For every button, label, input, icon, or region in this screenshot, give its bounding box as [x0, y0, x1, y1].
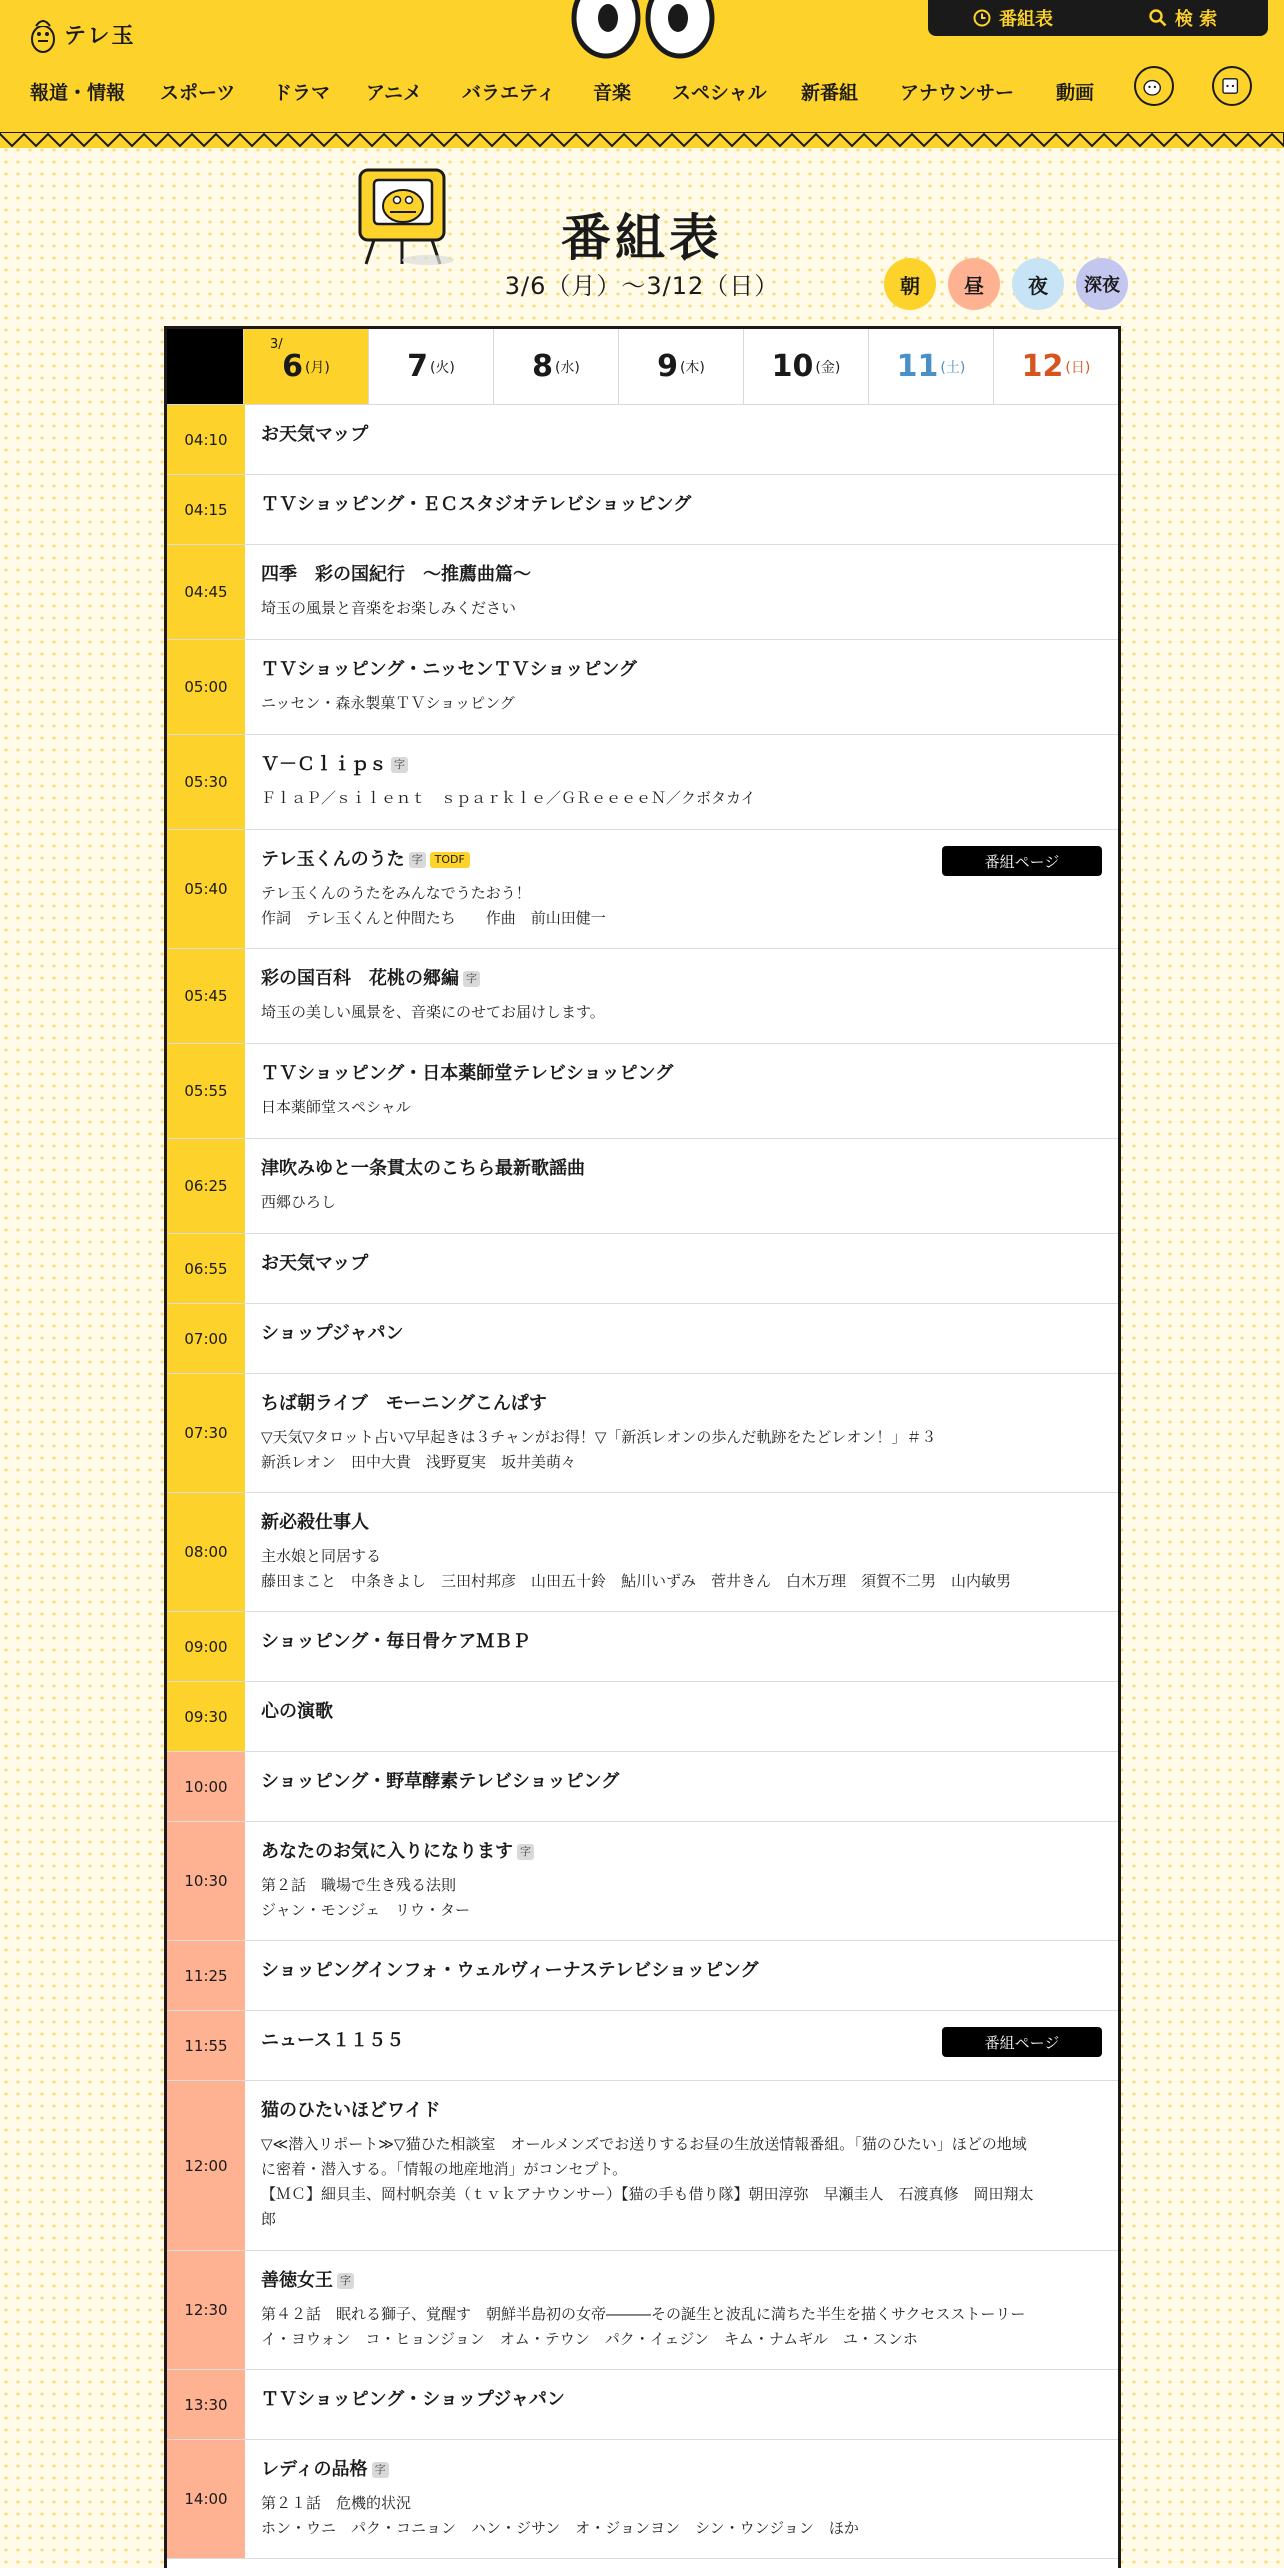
- site-header: [0, 0, 1284, 148]
- program-body: [245, 2011, 1118, 2080]
- day-weekday: (土): [940, 359, 966, 376]
- program-time: 04:45: [167, 545, 245, 639]
- nav-new-program[interactable]: 新番組: [801, 82, 859, 104]
- program-time: 11:55: [167, 2011, 245, 2080]
- program-title[interactable]: [261, 563, 1102, 587]
- program-title[interactable]: [261, 1959, 1102, 1983]
- program-time: 04:15: [167, 475, 245, 544]
- day-weekday: (木): [679, 359, 705, 376]
- program-row[interactable]: [167, 830, 1118, 949]
- program-time: 09:30: [167, 1682, 245, 1751]
- day-number: 12: [1021, 349, 1064, 384]
- program-body: [245, 1612, 1118, 1681]
- program-description: ジャン・モンジェ リウ・ター: [261, 1901, 471, 1919]
- nav-announcer[interactable]: アナウンサー: [900, 82, 1015, 104]
- program-row[interactable]: [167, 2081, 1118, 2251]
- program-row[interactable]: [167, 1752, 1118, 1822]
- schedule-link-label: 番組表: [999, 9, 1053, 30]
- program-description: 埼玉の美しい風景を、音楽にのせてお届けします。: [261, 1003, 605, 1021]
- slot-morning-button[interactable]: 朝: [884, 258, 936, 310]
- program-body: [245, 1139, 1118, 1233]
- program-row[interactable]: [167, 475, 1118, 545]
- program-description: イ・ヨウォン コ・ヒョンジョン オム・テウン パク・イェジン キム・ナムギル ユ・スンホ: [261, 2330, 918, 2348]
- program-body: [245, 2370, 1118, 2439]
- program-description: 主水娘と同居する: [261, 1547, 382, 1565]
- program-time: 06:25: [167, 1139, 245, 1233]
- program-description: テレ玉くんのうたをみんなでうたおう！: [261, 884, 531, 902]
- program-title[interactable]: [261, 967, 1102, 991]
- program-description: ▽≪潜入リポート≫▽猫ひた相談室 オールメンズでお送りするお昼の生放送情報番組。「猫のひたい」ほどの地域: [261, 2135, 1027, 2153]
- program-row[interactable]: [167, 949, 1118, 1044]
- program-body: [245, 1752, 1118, 1821]
- nav-music[interactable]: 音楽: [593, 82, 632, 104]
- program-row[interactable]: [167, 1682, 1118, 1752]
- day-number: 9: [657, 349, 678, 384]
- program-row[interactable]: [167, 1612, 1118, 1682]
- nav-drama[interactable]: ドラマ: [273, 82, 331, 104]
- program-description: 日本薬師堂スペシャル: [261, 1098, 411, 1116]
- program-body: [245, 949, 1118, 1043]
- nav-video[interactable]: 動画: [1056, 82, 1095, 104]
- program-body: [245, 1044, 1118, 1138]
- program-title-text: Ｖ－Ｃｌｉｐｓ: [261, 754, 387, 775]
- program-title[interactable]: [261, 1252, 1102, 1276]
- program-title-text: お天気マップ: [261, 1253, 369, 1274]
- program-time: 10:30: [167, 1822, 245, 1940]
- program-row[interactable]: [167, 735, 1118, 830]
- program-time: 05:30: [167, 735, 245, 829]
- program-title[interactable]: [261, 1700, 1102, 1724]
- program-time: 10:00: [167, 1752, 245, 1821]
- program-title[interactable]: [261, 1392, 1102, 1416]
- program-body: [245, 2440, 1118, 2558]
- program-body: [245, 1682, 1118, 1751]
- program-description: ニッセン・森永製菓ＴＶショッピング: [261, 694, 515, 712]
- schedule-table: [164, 326, 1121, 2568]
- program-time: 14:00: [167, 2440, 245, 2558]
- subtitle-badge: 字: [391, 757, 408, 773]
- search-link-label: 検 索: [1174, 9, 1218, 30]
- program-body: [245, 475, 1118, 544]
- program-row[interactable]: [167, 1234, 1118, 1304]
- program-title-text: ＴＶショッピング・ＥＣスタジオテレビショッピング: [261, 494, 692, 515]
- program-description: 西郷ひろし: [261, 1193, 337, 1211]
- program-title[interactable]: [261, 753, 1102, 777]
- program-body: [245, 1374, 1118, 1492]
- day-tab-2[interactable]: [493, 329, 618, 404]
- program-time: 05:45: [167, 949, 245, 1043]
- program-title-text: 四季 彩の国紀行 ～推薦曲篇～: [261, 564, 531, 585]
- day-number: 7: [407, 349, 428, 384]
- program-title[interactable]: [261, 1840, 1102, 1864]
- day-weekday: (月): [304, 359, 330, 376]
- program-title-text: ショップジャパン: [261, 1323, 404, 1344]
- subtitle-badge: 字: [517, 1844, 534, 1860]
- header-zigzag-border: [0, 132, 1284, 150]
- program-description: ▽天気▽タロット占い▽早起きは３チャンがお得！▽「新浜レオンの歩んだ軌跡をたどレオン！」＃３: [261, 1428, 937, 1446]
- site-logo[interactable]: [30, 14, 136, 54]
- program-time: 11:25: [167, 1941, 245, 2010]
- program-row[interactable]: [167, 405, 1118, 475]
- day-tab-4[interactable]: [743, 329, 868, 404]
- nav-special[interactable]: スペシャル: [672, 82, 767, 104]
- program-body: [245, 2081, 1118, 2250]
- program-page-button[interactable]: 番組ページ: [942, 846, 1102, 876]
- search-icon: [1149, 9, 1167, 27]
- program-time: 05:40: [167, 830, 245, 948]
- program-page-button[interactable]: 番組ページ: [942, 2027, 1102, 2057]
- mascot-box-icon: [1214, 68, 1250, 104]
- program-row[interactable]: [167, 2440, 1118, 2559]
- subtitle-badge: 字: [409, 852, 426, 868]
- program-description: 作詞 テレ玉くんと仲間たち 作曲 前山田健一: [261, 909, 606, 927]
- program-row[interactable]: [167, 1941, 1118, 2011]
- program-title-text: ショッピング・野草酵素テレビショッピング: [261, 1771, 620, 1792]
- nav-sports[interactable]: スポーツ: [160, 82, 236, 104]
- global-nav: [0, 78, 1284, 112]
- program-time: 04:10: [167, 405, 245, 474]
- program-body: [245, 1234, 1118, 1303]
- day-tab-0[interactable]: [243, 329, 368, 404]
- program-body: [245, 2251, 1118, 2369]
- program-title-text: テレ玉くんのうた: [261, 849, 405, 870]
- program-row[interactable]: [167, 1139, 1118, 1234]
- day-number: 6: [282, 349, 303, 384]
- program-time: 06:55: [167, 1234, 245, 1303]
- program-body: [245, 545, 1118, 639]
- program-row[interactable]: [167, 2251, 1118, 2370]
- program-row[interactable]: [167, 1374, 1118, 1493]
- program-title-text: 新必殺仕事人: [261, 1512, 369, 1533]
- logo-text: テレ玉: [64, 23, 136, 49]
- program-row[interactable]: [167, 2011, 1118, 2081]
- subtitle-badge: 字: [372, 2462, 389, 2478]
- day-tab-3[interactable]: [618, 329, 743, 404]
- program-title[interactable]: [261, 1511, 1102, 1535]
- day-weekday: (火): [429, 359, 455, 376]
- program-row[interactable]: [167, 1493, 1118, 1612]
- program-list: [167, 405, 1118, 2559]
- page-title: 番組表: [561, 209, 723, 267]
- program-body: [245, 640, 1118, 734]
- program-title-text: ショッピング・毎日骨ケアＭＢＰ: [261, 1631, 531, 1652]
- program-body: [245, 1941, 1118, 2010]
- program-title-text: ＴＶショッピング・ニッセンＴＶショッピング: [261, 659, 637, 680]
- program-title-text: ニュース１１５５: [261, 2030, 405, 2051]
- program-title[interactable]: [261, 1062, 1102, 1086]
- day-number: 10: [771, 349, 814, 384]
- day-number: 8: [532, 349, 553, 384]
- program-title-text: 善徳女王: [261, 2270, 333, 2291]
- mascot-eyes-icon: [570, 0, 716, 64]
- subtitle-badge: 字: [337, 2273, 354, 2289]
- program-title-text: ちば朝ライブ モーニングこんぱす: [261, 1393, 547, 1414]
- program-description: 第４２話 眠れる獅子、覚醒す 朝鮮半島初の女帝―――その誕生と波乱に満ちた半生を描くサクセスストーリー: [261, 2305, 1026, 2323]
- program-title-text: ＴＶショッピング・日本薬師堂テレビショッピング: [261, 1063, 674, 1084]
- day-weekday: (金): [815, 359, 841, 376]
- date-range: 3/6（月）〜3/12（日）: [504, 272, 780, 300]
- nav-variety[interactable]: バラエティ: [462, 82, 556, 104]
- program-title-text: レディの品格: [261, 2459, 368, 2480]
- program-row[interactable]: [167, 2370, 1118, 2440]
- program-title[interactable]: [261, 2458, 1102, 2482]
- program-row[interactable]: [167, 545, 1118, 640]
- time-slot-buttons: [884, 258, 1128, 310]
- subtitle-badge: 字: [463, 971, 480, 987]
- slot-late-night-button[interactable]: 深夜: [1076, 258, 1128, 310]
- mascot-button[interactable]: [1134, 66, 1174, 106]
- program-title-text: 彩の国百科 花桃の郷編: [261, 968, 459, 989]
- mascot-box-button[interactable]: [1212, 66, 1252, 106]
- program-title[interactable]: [261, 1322, 1102, 1346]
- top-utility-bar: [928, 0, 1268, 36]
- program-time: 07:00: [167, 1304, 245, 1373]
- program-row[interactable]: [167, 640, 1118, 735]
- search-link[interactable]: [1098, 0, 1268, 36]
- program-time: 12:00: [167, 2081, 245, 2250]
- program-body: [245, 830, 1118, 948]
- program-title-text: お天気マップ: [261, 424, 369, 445]
- program-time: 09:00: [167, 1612, 245, 1681]
- program-title[interactable]: [261, 2388, 1102, 2412]
- day-tabs-corner: [167, 329, 243, 404]
- todf-badge: TODF: [430, 852, 470, 868]
- program-time: 05:55: [167, 1044, 245, 1138]
- program-description: 【ＭＣ】細貝圭、岡村帆奈美（ｔｖｋアナウンサー）【猫の手も借り隊】朝田淳弥 早瀬圭人 石渡真修 岡田翔太: [261, 2185, 1034, 2203]
- day-weekday: (水): [554, 359, 580, 376]
- program-description: 第２話 職場で生き残る法則: [261, 1876, 457, 1894]
- program-title-text: あなたのお気に入りになります: [261, 1841, 513, 1862]
- schedule-link[interactable]: [928, 0, 1098, 36]
- day-number: 11: [896, 349, 939, 384]
- program-description: 埼玉の風景と音楽をお楽しみください: [261, 599, 517, 617]
- nav-anime[interactable]: アニメ: [366, 82, 423, 104]
- day-month: 3/: [270, 337, 283, 352]
- program-time: 13:30: [167, 2370, 245, 2439]
- clock-icon: [973, 9, 991, 27]
- program-row[interactable]: [167, 1304, 1118, 1374]
- program-body: [245, 735, 1118, 829]
- program-description: 新浜レオン 田中大貴 浅野夏実 坂井美萌々: [261, 1453, 577, 1471]
- program-time: 07:30: [167, 1374, 245, 1492]
- program-title[interactable]: [261, 2099, 1102, 2123]
- program-row[interactable]: [167, 1822, 1118, 1941]
- mascot-icon: [1136, 68, 1172, 104]
- program-title[interactable]: [261, 493, 1102, 517]
- program-time: 12:30: [167, 2251, 245, 2369]
- day-tab-1[interactable]: [368, 329, 493, 404]
- slot-noon-button[interactable]: 昼: [948, 258, 1000, 310]
- program-title-text: 津吹みゆと一条貫太のこちら最新歌謡曲: [261, 1158, 585, 1179]
- slot-night-button[interactable]: 夜: [1012, 258, 1064, 310]
- program-description: ホン・ウニ パク・コニョン ハン・ジサン オ・ジョンヨン シン・ウンジョン ほか: [261, 2519, 859, 2537]
- program-description: 第２１話 危機的状況: [261, 2494, 412, 2512]
- program-time: 05:00: [167, 640, 245, 734]
- day-tab-6[interactable]: [993, 329, 1118, 404]
- program-row[interactable]: [167, 1044, 1118, 1139]
- mascot-logo-icon: [30, 14, 56, 54]
- program-title[interactable]: [261, 1157, 1102, 1181]
- day-tabs: [167, 329, 1118, 405]
- program-description: 郎: [261, 2210, 277, 2228]
- day-weekday: (日): [1065, 359, 1091, 376]
- program-body: [245, 1304, 1118, 1373]
- program-body: [245, 1822, 1118, 1940]
- program-time: 08:00: [167, 1493, 245, 1611]
- program-title[interactable]: [261, 423, 1102, 447]
- day-tab-5[interactable]: [868, 329, 993, 404]
- program-title[interactable]: [261, 1770, 1102, 1794]
- program-description: に密着・潜入する。「情報の地産地消」がコンセプト。: [261, 2160, 628, 2178]
- program-description: ＦｌａＰ／ｓｉｌｅｎｔ ｓｐａｒｋｌｅ／ＧＲｅｅｅｅＮ／クボタカイ: [261, 789, 756, 807]
- program-title[interactable]: [261, 1630, 1102, 1654]
- program-title[interactable]: [261, 2269, 1102, 2293]
- program-description: 藤田まこと 中条きよし 三田村邦彦 山田五十鈴 鮎川いずみ 菅井きん 白木万理 須賀不二男 山内敏男: [261, 1572, 1012, 1590]
- program-body: [245, 1493, 1118, 1611]
- program-title-text: ショッピングインフォ・ウェルヴィーナステレビショッピング: [261, 1960, 759, 1981]
- program-body: [245, 405, 1118, 474]
- program-title[interactable]: [261, 658, 1102, 682]
- program-title-text: 心の演歌: [261, 1701, 333, 1722]
- program-title-text: ＴＶショッピング・ショップジャパン: [261, 2389, 565, 2410]
- program-title-text: 猫のひたいほどワイド: [261, 2100, 441, 2121]
- nav-news[interactable]: 報道・情報: [30, 82, 126, 104]
